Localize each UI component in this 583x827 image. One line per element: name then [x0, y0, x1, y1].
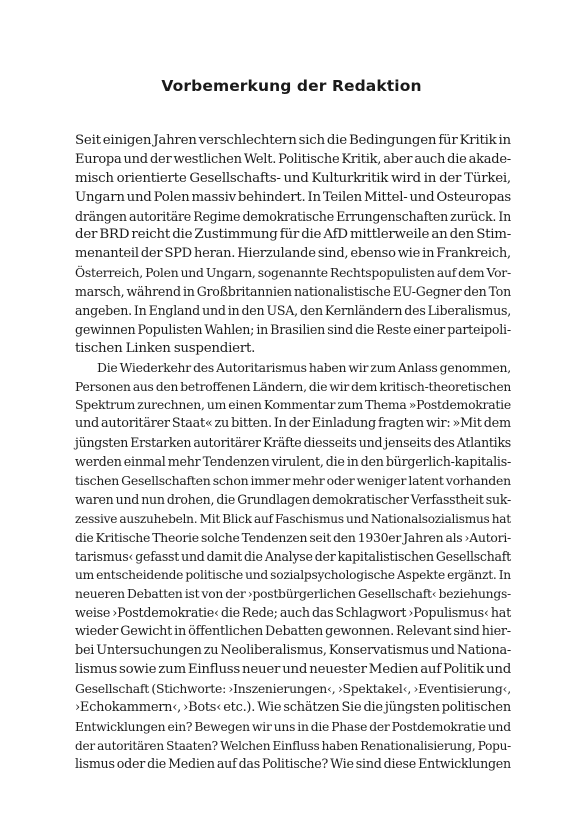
text-line: ›Echokammern‹, ›Bots‹ etc.). Wie schätzen Sie die jüngsten politischen: [75, 699, 511, 715]
text-line: Österreich, Polen und Ungarn, sogenannte Rechtspopulisten auf dem Vor-: [75, 266, 511, 281]
text-line: angeben. In England und in den USA, den Kernländern des Liberalismus,: [75, 303, 511, 319]
page-heading: Vorbemerkung der Redaktion: [161, 77, 422, 95]
text-line: um entscheidende politische und sozialpsychologische Aspekte ergänzt. In: [75, 568, 511, 583]
text-line: waren und nun drohen, die Grundlagen demokratischer Verfasstheit suk-: [75, 491, 511, 507]
text-line: tarismus‹ gefasst und damit die Analyse der kapitalistischen Gesellschaft: [75, 548, 511, 564]
text-line: drängen autoritäre Regime demokratische Errungenschaften zurück. In: [75, 208, 511, 224]
text-line: Gesellschaft (Stichworte: ›Inszenierungen‹, ›Spektakel‹, ›Eventisierung‹,: [75, 680, 511, 696]
text-line: der autoritären Staaten? Welchen Einfluss haben Renationalisierung, Popu-: [75, 738, 511, 753]
text-line: Seit einigen Jahren verschlechtern sich die Bedingungen für Kritik in: [75, 133, 511, 148]
text-line: bei Untersuchungen zu Neoliberalismus, Konservatismus und Nationa-: [75, 643, 511, 659]
text-line: lismus oder die Medien auf das Politische? Wie sind diese Entwicklungen: [75, 756, 511, 772]
text-line: der BRD reicht die Zustimmung für die AfD mittlerweile an den Stim-: [75, 227, 511, 243]
text-line: tischen Gesellschaften schon immer mehr oder weniger latent vorhanden: [75, 473, 511, 489]
text-line: weise ›Postdemokratie‹ die Rede; auch das Schlagwort ›Populismus‹ hat: [75, 605, 511, 621]
text-line: zessive auszuhebeln. Mit Blick auf Faschismus und Nationalsozialismus hat: [75, 511, 511, 526]
text-line: Entwicklungen ein? Bewegen wir uns in die Phase der Postdemokratie und: [75, 719, 511, 734]
text-line: Spektrum zurechnen, um einen Kommentar zum Thema »Postdemokratie: [75, 397, 511, 413]
text-line: die Kritische Theorie solche Tendenzen seit den 1930er Jahren als ›Autori-: [75, 529, 511, 545]
text-line: Europa und der westlichen Welt. Politische Kritik, aber auch die akade-: [75, 151, 511, 167]
text-line: tischen Linken suspendiert.: [75, 340, 256, 356]
text-line: marsch, während in Großbritannien nationalistische EU-Gegner den Ton: [75, 284, 511, 300]
text-line: Personen aus den betroffenen Ländern, die wir dem kritisch-theoretischen: [75, 379, 511, 394]
text-line: menanteil der SPD heran. Hierzulande sind, ebenso wie in Frankreich,: [75, 246, 511, 262]
text-line: wieder Gewicht in öffentlichen Debatten gewonnen. Relevant sind hier-: [75, 624, 511, 640]
text-line: neueren Debatten ist von der ›postbürgerlichen Gesellschaft‹ beziehungs-: [75, 587, 511, 602]
text-line: Ungarn und Polen massiv behindert. In Teilen Mittel- und Osteuropas: [75, 189, 511, 205]
text-line: Die Wiederkehr des Autoritarismus haben wir zum Anlass genommen,: [97, 359, 511, 375]
text-line: werden einmal mehr Tendenzen virulent, die in den bürgerlich-kapitalis-: [75, 454, 511, 470]
text-line: misch orientierte Gesellschafts- und Kulturkritik wird in der Türkei,: [75, 170, 511, 186]
text-line: jüngsten Erstarken autoritärer Kräfte diesseits und jenseits des Atlantiks: [75, 435, 511, 451]
text-line: gewinnen Populisten Wahlen; in Brasilien sind die Reste einer parteipoli-: [75, 321, 511, 337]
body-text: [75, 132, 511, 774]
text-line: lismus sowie zum Einfluss neuer und neuester Medien auf Politik und: [75, 661, 511, 677]
text-line: und autoritärer Staat« zu bitten. In der Einladung fragten wir: »Mit dem: [75, 416, 511, 432]
